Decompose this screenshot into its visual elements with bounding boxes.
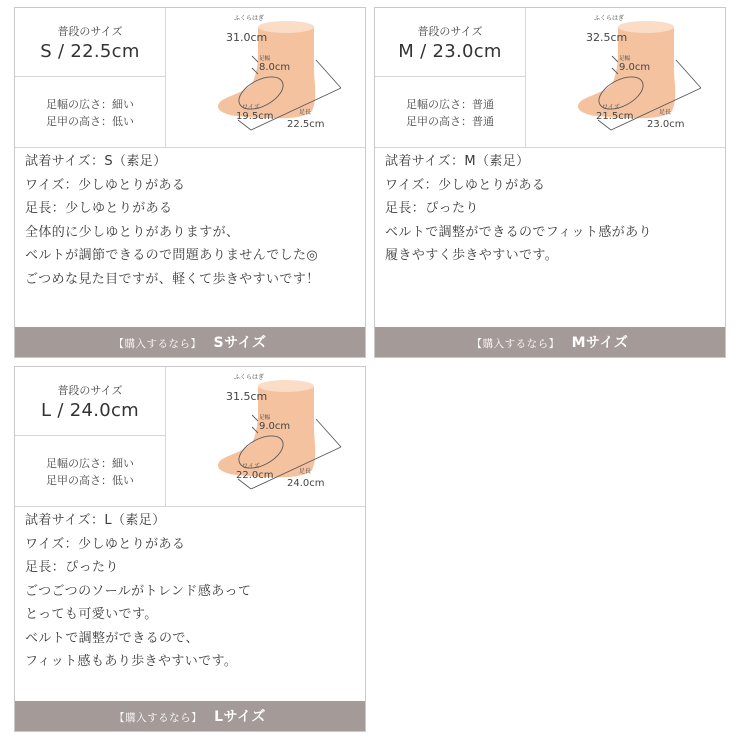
calf-label: ふくらはぎ bbox=[594, 15, 625, 22]
review-line: ごつめな見た目ですが、軽くて歩きやすいです！ bbox=[25, 271, 320, 287]
length-value: 23.0cm bbox=[647, 119, 685, 130]
ankle-value: 9.0cm bbox=[619, 62, 651, 73]
instep-height: 足甲の高さ：普通 bbox=[406, 115, 494, 128]
buy-recommendation-bar[interactable] bbox=[15, 327, 365, 357]
divider bbox=[15, 506, 365, 507]
ankle-label: 足幅 bbox=[259, 56, 271, 62]
calf-value: 31.5cm bbox=[226, 390, 268, 403]
usual-size-label: 普段のサイズ bbox=[57, 25, 123, 38]
foot-diagram bbox=[166, 367, 364, 506]
review-text bbox=[25, 509, 359, 674]
usual-size-value: M / 23.0cm bbox=[398, 41, 502, 62]
usual-size-value: L / 24.0cm bbox=[40, 400, 140, 421]
review-line: とっても可愛いです。 bbox=[25, 607, 158, 622]
review-line: ワイズ：少しゆとりがある bbox=[25, 536, 186, 552]
foot-features bbox=[15, 96, 165, 130]
size-card-s bbox=[14, 7, 366, 358]
ankle-label: 足幅 bbox=[259, 415, 271, 421]
size-card-m bbox=[374, 7, 726, 358]
review-line: 足長：ぴったり bbox=[25, 560, 119, 575]
length-value: 24.0cm bbox=[287, 478, 325, 489]
size-info bbox=[375, 8, 526, 147]
divider bbox=[375, 147, 725, 148]
foot-width: 足幅の広さ：細い bbox=[46, 457, 134, 470]
buy-recommendation-bar[interactable] bbox=[375, 327, 725, 357]
wise-value: 19.5cm bbox=[236, 111, 274, 122]
review-line: ベルトで調整ができるので、 bbox=[25, 630, 199, 646]
wise-label: ワイズ bbox=[602, 104, 620, 111]
buy-prefix: 【購入するなら】 bbox=[113, 338, 202, 350]
calf-value: 32.5cm bbox=[586, 31, 628, 44]
foot-features bbox=[375, 96, 525, 130]
wise-value: 22.0cm bbox=[236, 470, 274, 481]
review-line: 全体的に少しゆとりがありますが、 bbox=[25, 224, 240, 240]
usual-size-box bbox=[375, 8, 525, 77]
usual-size-label: 普段のサイズ bbox=[57, 384, 123, 397]
length-label: 足長 bbox=[299, 468, 312, 475]
calf-label: ふくらはぎ bbox=[234, 374, 265, 381]
usual-size-value: S / 22.5cm bbox=[40, 41, 140, 62]
instep-height: 足甲の高さ：低い bbox=[46, 115, 134, 128]
size-card-l bbox=[14, 366, 366, 732]
review-line: ワイズ：少しゆとりがある bbox=[25, 177, 186, 193]
foot-diagram bbox=[166, 8, 364, 147]
wise-label: ワイズ bbox=[242, 463, 260, 470]
usual-size-box bbox=[15, 367, 165, 436]
review-text bbox=[25, 150, 359, 291]
usual-size-box bbox=[15, 8, 165, 77]
review-line: ベルトで調整ができるのでフィット感があり bbox=[385, 224, 652, 240]
ankle-value: 8.0cm bbox=[259, 62, 291, 73]
wise-label: ワイズ bbox=[242, 104, 260, 111]
ankle-value: 9.0cm bbox=[259, 421, 291, 432]
ankle-label: 足幅 bbox=[619, 56, 631, 62]
calf-label: ふくらはぎ bbox=[234, 15, 265, 22]
size-info bbox=[15, 367, 166, 506]
length-value: 22.5cm bbox=[287, 119, 325, 130]
review-line: 足長：少しゆとりがある bbox=[25, 201, 173, 216]
size-info bbox=[15, 8, 166, 147]
divider bbox=[15, 147, 365, 148]
review-line: 履きやすく歩きやすいです。 bbox=[385, 248, 559, 263]
foot-width: 足幅の広さ：細い bbox=[46, 98, 134, 111]
review-text bbox=[385, 150, 719, 268]
wise-value: 21.5cm bbox=[596, 111, 634, 122]
review-line: 試着サイズ：S（素足） bbox=[25, 154, 167, 169]
calf-value: 31.0cm bbox=[226, 31, 268, 44]
buy-size: Lサイズ bbox=[214, 709, 266, 725]
foot-diagram bbox=[526, 8, 724, 147]
review-line: 足長：ぴったり bbox=[385, 201, 479, 216]
review-line: 試着サイズ：L（素足） bbox=[25, 513, 166, 528]
review-line: ごつごつのソールがトレンド感あって bbox=[25, 583, 252, 599]
buy-prefix: 【購入するなら】 bbox=[114, 712, 203, 724]
buy-recommendation-bar[interactable] bbox=[15, 701, 365, 731]
review-line: 試着サイズ：M（素足） bbox=[385, 154, 530, 169]
buy-size: Sサイズ bbox=[213, 335, 267, 351]
review-line: ワイズ：少しゆとりがある bbox=[385, 177, 546, 193]
usual-size-label: 普段のサイズ bbox=[417, 25, 483, 38]
length-label: 足長 bbox=[299, 109, 312, 116]
instep-height: 足甲の高さ：低い bbox=[46, 474, 134, 487]
buy-prefix: 【購入するなら】 bbox=[471, 338, 560, 350]
buy-size: Mサイズ bbox=[571, 335, 629, 351]
review-line: フィット感もあり歩きやすいです。 bbox=[25, 654, 238, 669]
foot-width: 足幅の広さ：普通 bbox=[406, 98, 494, 111]
foot-features bbox=[15, 455, 165, 489]
review-line: ベルトが調節できるので問題ありませんでした◎ bbox=[25, 248, 319, 263]
length-label: 足長 bbox=[659, 109, 672, 116]
